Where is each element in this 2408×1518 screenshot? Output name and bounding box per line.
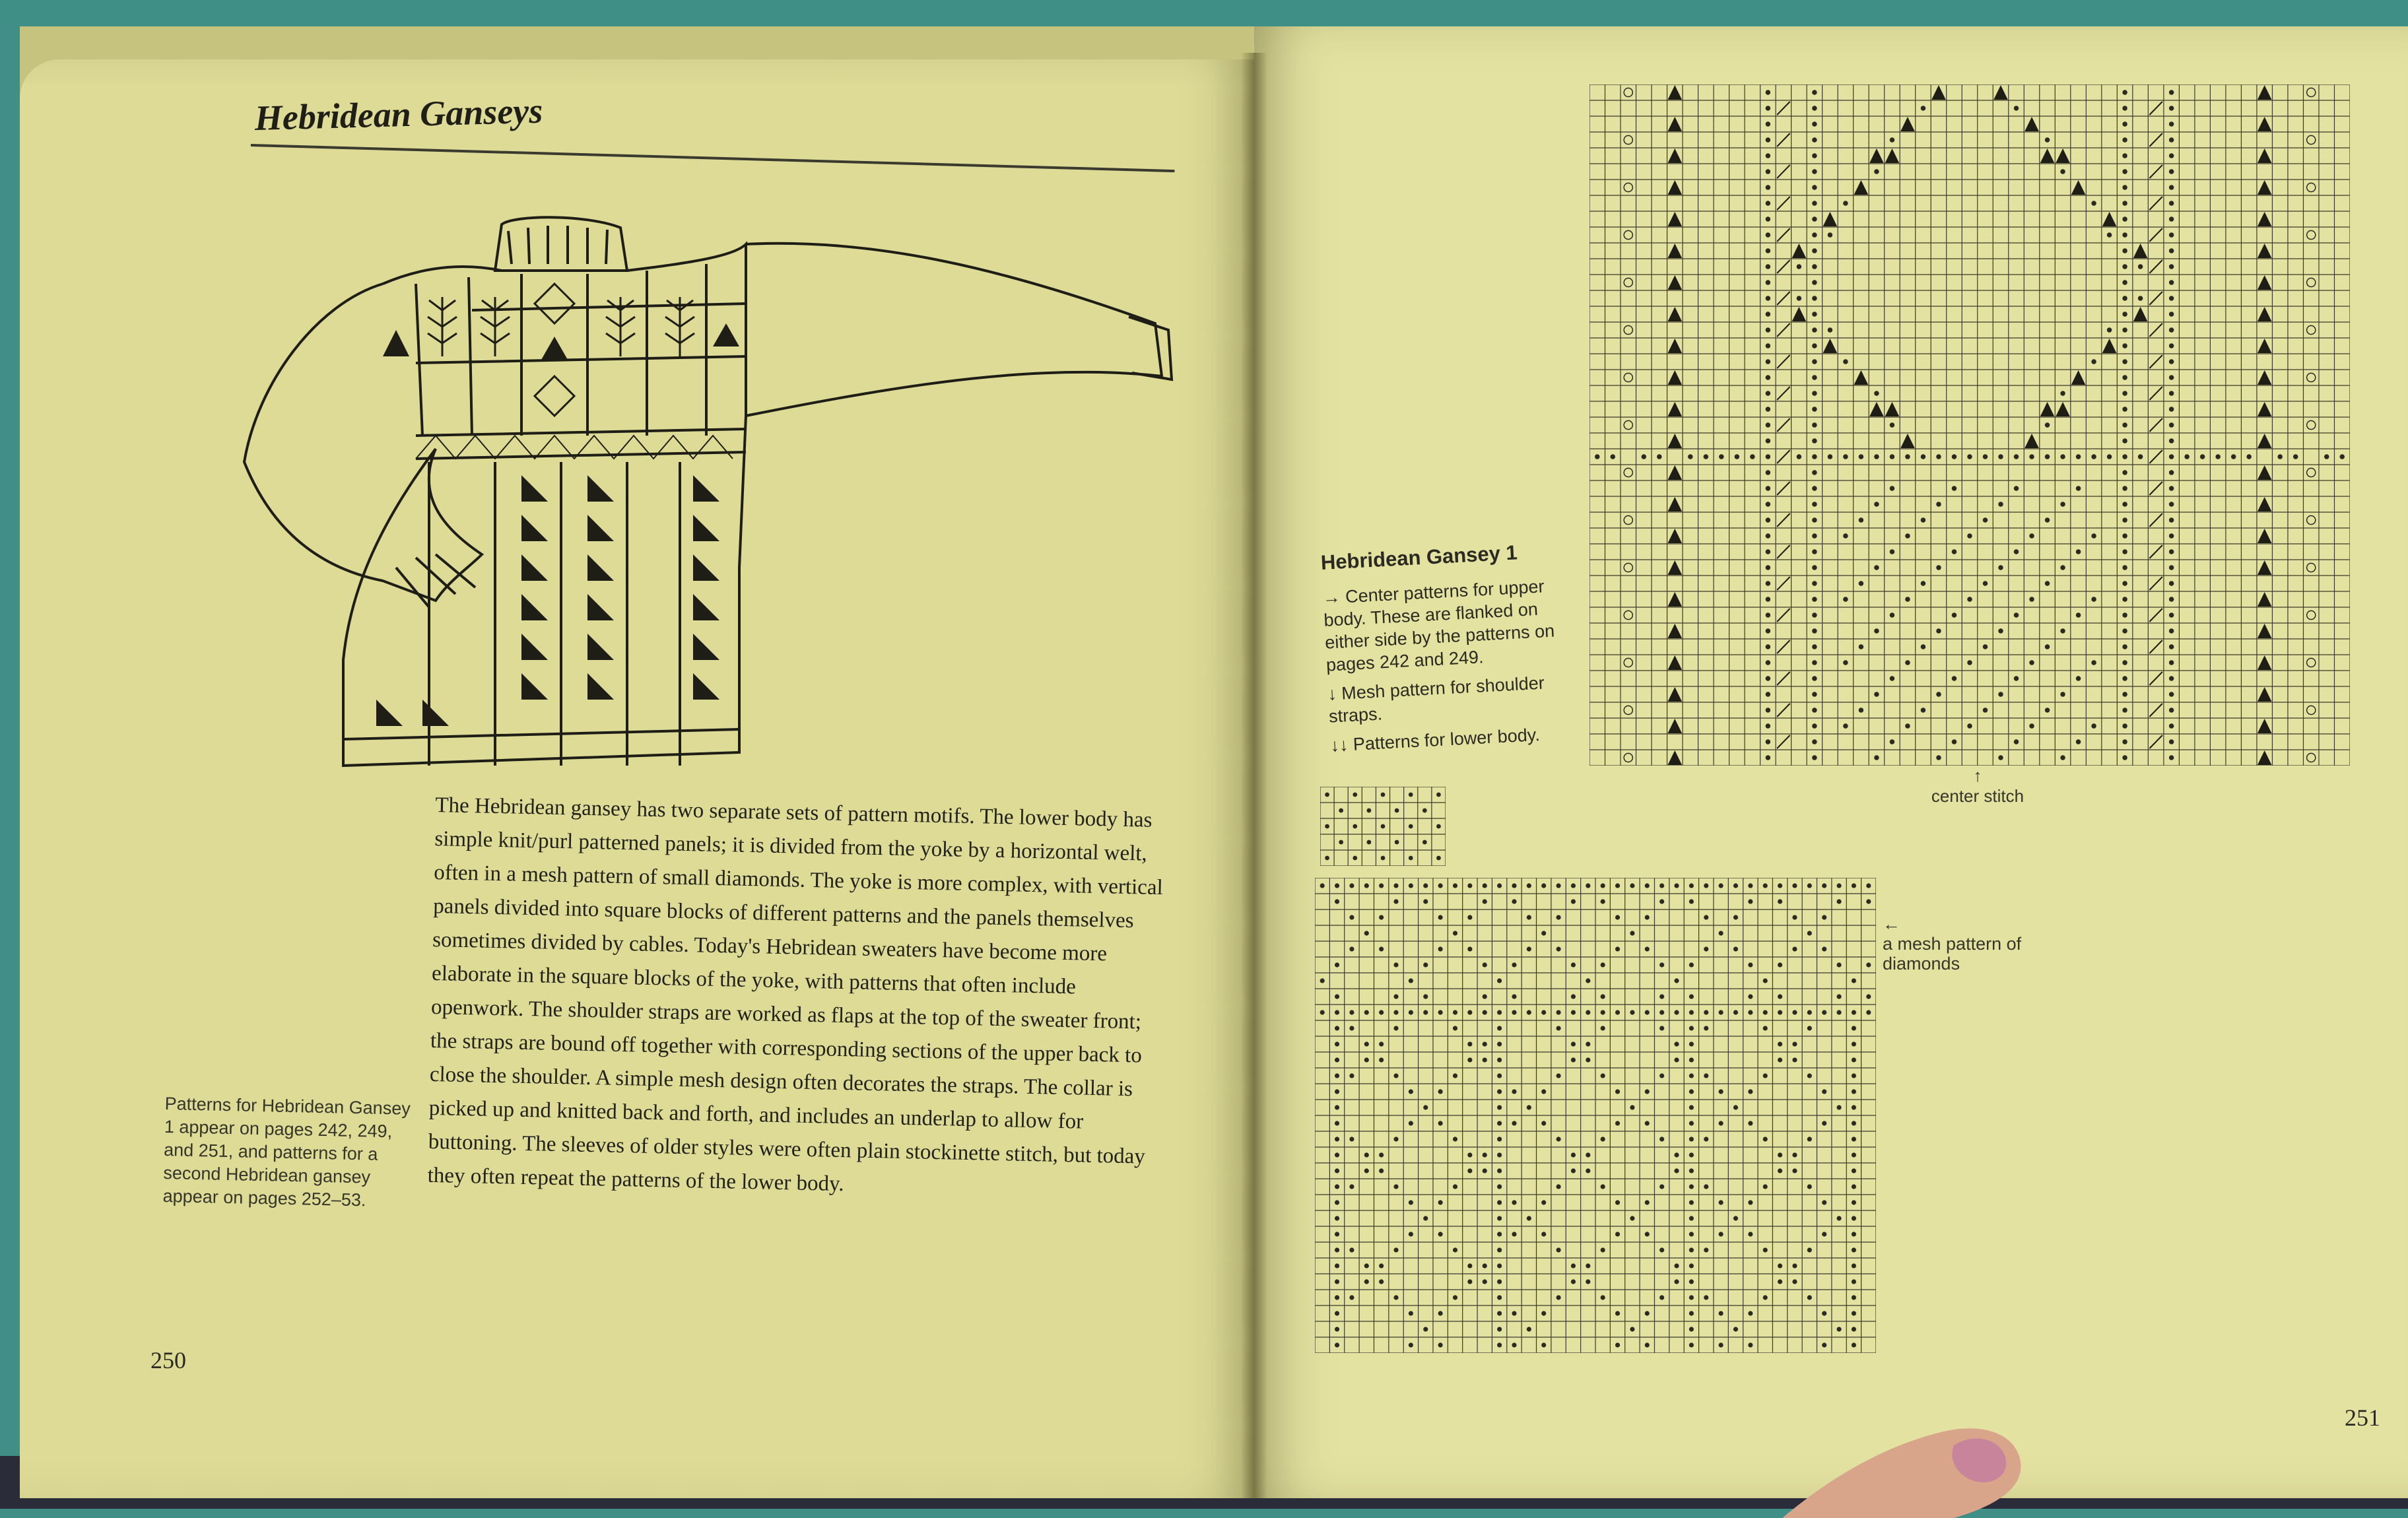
- lower-body-chart: [1315, 878, 1876, 1353]
- legend-item-upper: → Center patterns for upper body. These are flanked on either side by the patterns on pages 242 and 249.: [1321, 576, 1555, 675]
- legend-title: Hebridean Gansey 1: [1320, 541, 1518, 574]
- mesh-label-arrow: ←: [1883, 914, 1900, 934]
- legend-item-mesh: ↓ Mesh pattern for shoulder straps.: [1327, 673, 1545, 727]
- side-note: Patterns for Hebridean Gansey 1 appear on pages 242, 249, and 251, and patterns for a second Hebridean gansey appear on pages 252–53.: [162, 1093, 411, 1210]
- page-title: Hebridean Ganseys: [254, 90, 543, 138]
- shoulder-strap-chart: [1320, 787, 1446, 866]
- page-number-right: 251: [2345, 1404, 2380, 1431]
- center-stitch-label: ↑ center stitch: [1931, 766, 2024, 806]
- finger: [1782, 1386, 2059, 1518]
- page-number-left: 250: [150, 1347, 186, 1373]
- mesh-label: [1883, 914, 2028, 974]
- chart-legend: [1320, 538, 1588, 764]
- sweater-illustration: [218, 198, 1182, 779]
- upper-body-chart: [1589, 84, 2350, 766]
- body-paragraph: The Hebridean gansey has two separate sets of pattern motifs. The lower body has simple knit/purl patterned panels; it is divided from the yoke by a horizontal welt, often in a mesh pattern of small diamonds. The yoke is more complex, with vertical panels divided into square blocks of different patterns and the panels themselves sometimes divided by cables. Today's Hebridean sweaters have become more elaborate in the square blocks of the yoke, with patterns that often include openwork. The shoulder straps are worked as flaps at the top of the sweater front; the straps are bound off together with corresponding sections of the upper back to close the shoulder. A simple mesh design often decorates the straps. The collar is picked up and knitted back and forth, and includes an underlap to allow for buttoning. The sleeves of older styles were often plain stockinette stitch, but today they often repeat the patterns of the lower body.: [427, 793, 1164, 1197]
- legend-item-lower: ↓↓ Patterns for lower body.: [1329, 724, 1541, 756]
- book-gutter: [1241, 53, 1267, 1498]
- mesh-label-text: a mesh pattern of diamonds: [1883, 934, 2022, 974]
